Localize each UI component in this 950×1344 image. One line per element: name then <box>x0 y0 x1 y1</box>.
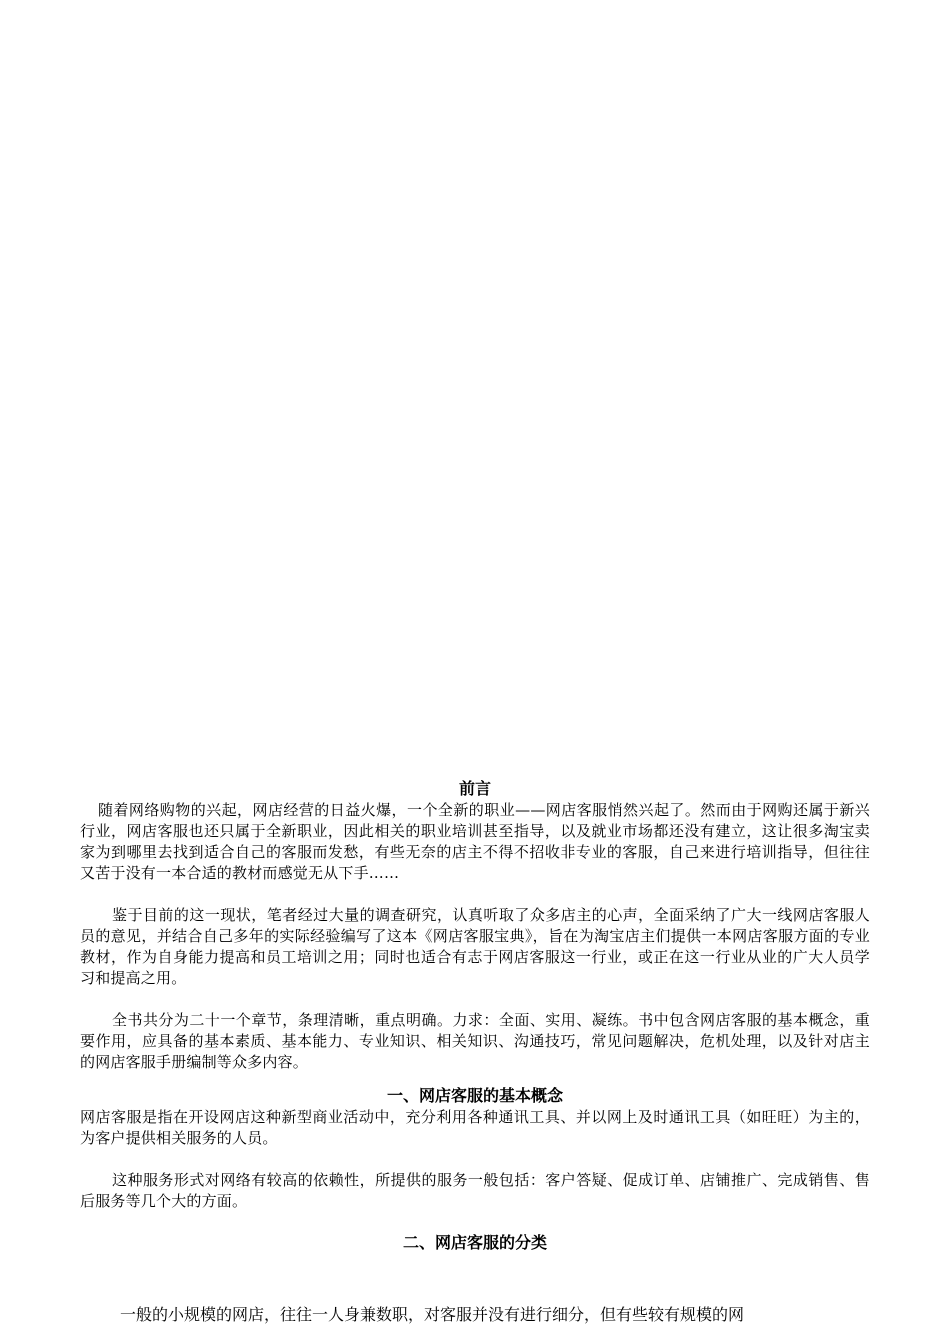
paragraph-gap <box>80 1254 870 1304</box>
paragraph-gap <box>80 1149 870 1170</box>
paragraph-gap <box>80 989 870 1010</box>
preface-paragraph-3: 全书共分为二十一个章节，条理清晰，重点明确。力求：全面、实用、凝练。书中包含网店客服的基本概念，重要作用，应具备的基本素质、基本能力、专业知识、相关知识、沟通技巧，常见问题解决，危机处理，以及针对店主的网店客服手册编制等众多内容。 <box>80 1011 870 1071</box>
preface-paragraph-2: 鉴于目前的这一现状，笔者经过大量的调查研究，认真听取了众多店主的心声，全面采纳了广大一线网店客服人员的意见，并结合自己多年的实际经验编写了这本《网店客服宝典》，旨在为淘宝店主们提供一本网店客服方面的专业教材，作为自身能力提高和员工培训之用；同时也适合有志于网店客服这一行业，或正在这一行业从业的广大人员学习和提高之用。 <box>80 906 870 987</box>
preface-paragraph-1: 随着网络购物的兴起，网店经营的日益火爆，一个全新的职业——网店客服悄然兴起了。然而由于网购还属于新兴行业，网店客服也还只属于全新职业，因此相关的职业培训甚至指导，以及就业市场都还没有建立，这让很多淘宝卖家为到哪里去找到适合自己的客服而发愁，有些无奈的店主不得不招收非专业的客服，自己来进行培训指导，但往往又苦于没有一本合适的教材而感觉无从下手…… <box>80 801 870 882</box>
paragraph-gap <box>80 884 870 905</box>
section-1-heading: 一、网店客服的基本概念 <box>386 1086 563 1105</box>
document-body <box>80 778 870 1326</box>
section-2-heading: 二、网店客服的分类 <box>402 1233 547 1252</box>
preface-title: 前言 <box>458 779 491 798</box>
section-1-paragraph-1: 网店客服是指在开设网店这种新型商业活动中，充分利用各种通讯工具、并以网上及时通讯工具（如旺旺）为主的，为客户提供相关服务的人员。 <box>80 1108 870 1147</box>
section-1-paragraph-2: 这种服务形式对网络有较高的依赖性，所提供的服务一般包括：客户答疑、促成订单、店铺推广、完成销售、售后服务等几个大的方面。 <box>80 1171 870 1210</box>
section-2-paragraph-1: 一般的小规模的网店，往往一人身兼数职，对客服并没有进行细分，但有些较有规模的网 <box>120 1305 745 1324</box>
paragraph-gap <box>80 1073 870 1085</box>
